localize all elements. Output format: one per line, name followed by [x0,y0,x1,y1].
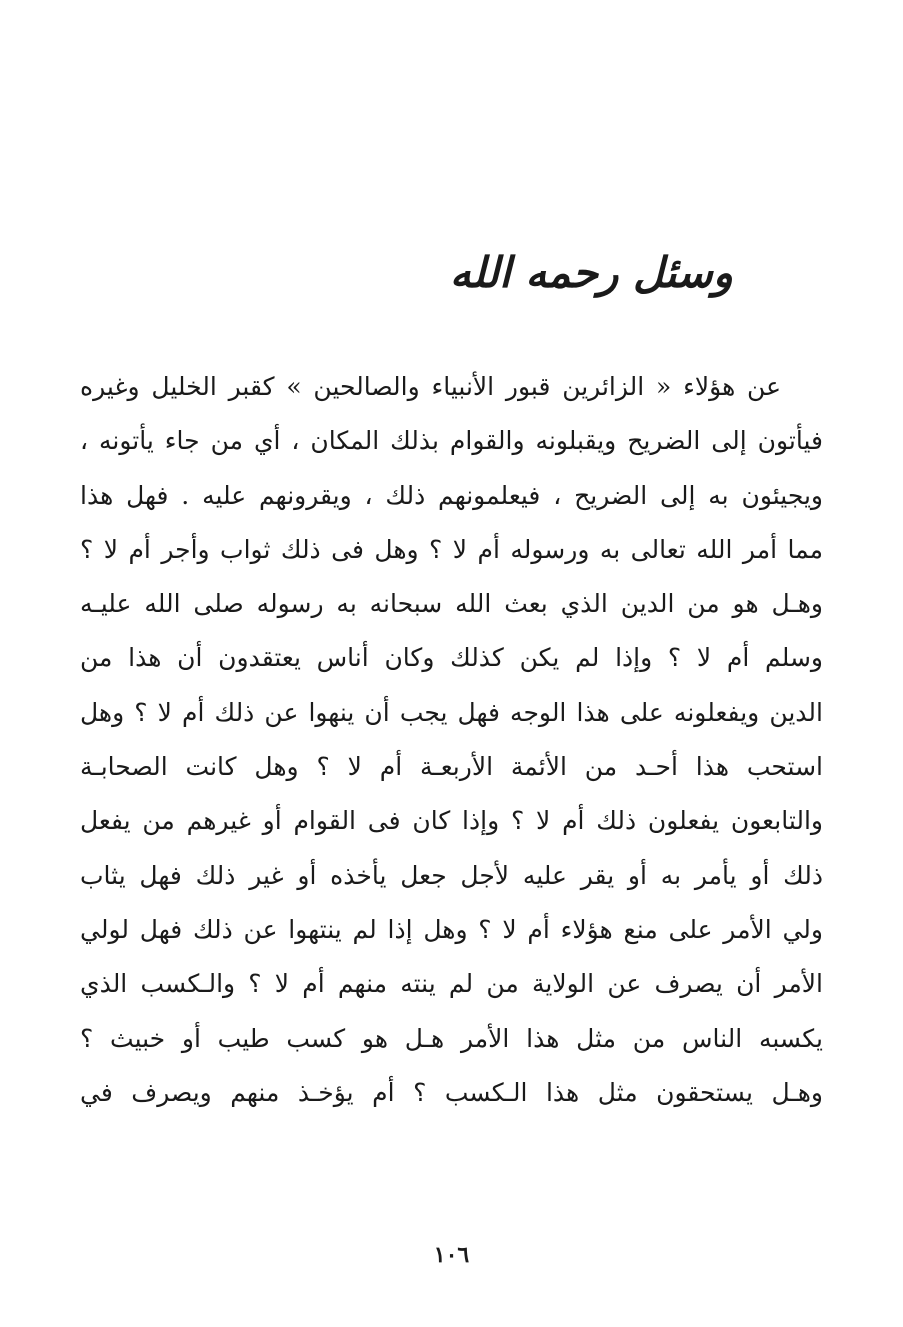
body-text [80,360,823,1120]
text-line: وسلم أم لا ؟ وإذا لم يكن كذلك وكان أناس يعتقدون أن هذا من [80,643,823,673]
text-line: الدين ويفعلونه على هذا الوجه فهل يجب أن ينهوا عن ذلك أم لا ؟ وهل [80,697,823,727]
text-line: وهـل هو من الدين الذي بعث الله سبحانه به رسوله صلى الله عليـه [80,589,823,619]
text-line: ذلك أو يأمر به أو يقر عليه لأجل جعل يأخذه أو غير ذلك فهل يثاب [80,860,823,890]
text-line: وهـل يستحقون مثل هذا الـكسب ؟ أم يؤخـذ منهم ويصرف في [80,1077,823,1107]
text-line: ويجيئون به إلى الضريح ، فيعلمونهم ذلك ، ويقرونهم عليه . فهل هذا [80,480,823,510]
text-line: يكسبه الناس من مثل هذا الأمر هـل هو كسب طيب أو خبيث ؟ [80,1023,823,1053]
section-heading: وسئل رحمه الله [449,248,733,297]
page-number: ١٠٦ [433,1242,470,1268]
text-line: الأمر أن يصرف عن الولاية من لم ينته منهم أم لا ؟ والـكسب الذي [80,969,823,999]
text-line: ولي الأمر على منع هؤلاء أم لا ؟ وهل إذا لم ينتهوا عن ذلك فهل لولي [80,914,823,944]
text-line: استحب هذا أحـد من الأئمة الأربعـة أم لا ؟ وهل كانت الصحابـة [80,752,823,782]
text-line: فيأتون إلى الضريح ويقبلونه والقوام بذلك المكان ، أي من جاء يأتونه ، [80,426,823,456]
text-line: مما أمر الله تعالى به ورسوله أم لا ؟ وهل فى ذلك ثواب وأجر أم لا ؟ [80,534,823,564]
text-line: عن هؤلاء « الزائرين قبور الأنبياء والصالحين » كقبر الخليل وغيره [80,372,781,401]
text-line: والتابعون يفعلون ذلك أم لا ؟ وإذا كان فى القوام أو غيرهم من يفعل [80,806,823,836]
